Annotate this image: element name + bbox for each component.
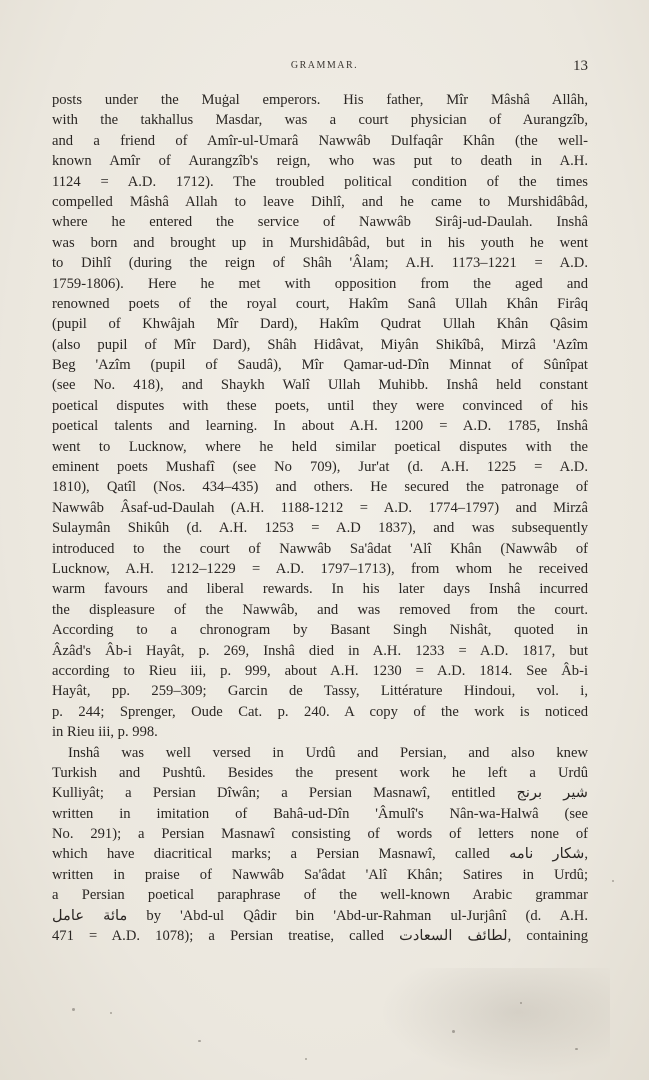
text-line: p. 244; Sprenger, Oude Cat. p. 240. A copy of the work is noticed	[52, 703, 588, 720]
text-line: warm favours and liberal rewards. In his later days Inshâ incurred	[52, 581, 588, 598]
text-line: eminent poets Mushafî (see No 709), Jur'at (d. A.H. 1225 = A.D.	[52, 459, 588, 476]
scan-speck	[452, 1030, 455, 1033]
text-line: introduced to the court of Nawwâb Sa'âdat 'Alî Khân (Nawwâb of	[52, 540, 588, 557]
text-line: Sulaymân Shikûh (d. A.H. 1253 = A.D 1837), and was subsequently	[52, 520, 588, 537]
scan-smudge	[380, 968, 610, 1078]
text-line: (also pupil of Mîr Dard), Shâh Hidâvat, Miyân Shikîbâ, Mirzâ 'Azîm	[52, 336, 588, 353]
text-line: in Rieu iii, p. 998.	[52, 724, 158, 741]
text-line: known Amîr of Aurangzîb's reign, who was put to death in A.H.	[52, 153, 588, 170]
text-line: Nawwâb Âsaf-ud-Daulah (A.H. 1188-1212 = A.D. 1774–1797) and Mirzâ	[52, 499, 588, 516]
body-text	[52, 90, 588, 946]
text-line: Âzâd's Âb-i Hayât, p. 269, Inshâ died in A.H. 1233 = A.D. 1817, but	[52, 642, 588, 659]
text-line: written in praise of Nawwâb Sa'âdat 'Alî Khân; Satires in Urdû;	[52, 866, 588, 883]
text-line: a Persian poetical paraphrase of the well-known Arabic grammar	[52, 887, 588, 904]
text-line: where he entered the service of Nawwâb Sirâj-ud-Daulah. Inshâ	[52, 214, 588, 231]
text-line: to Dihlî (during the reign of Shâh 'Âlam; A.H. 1173–1221 = A.D.	[52, 255, 588, 272]
text-line: Inshâ was well versed in Urdû and Persian, and also knew	[68, 744, 588, 761]
scan-speck	[305, 1058, 307, 1060]
text-line: went to Lucknow, where he held similar poetical disputes with the	[52, 438, 588, 455]
scan-speck	[612, 880, 614, 882]
scan-speck	[198, 1040, 201, 1042]
text-line: written in imitation of Bahâ-ud-Dîn 'Âmulî's Nân-wa-Halwâ (see	[52, 805, 588, 822]
text-line: compelled Mâshâ Allah to leave Dihlî, and he came to Murshidâbâd,	[52, 193, 588, 210]
text-line: Beg 'Azîm (pupil of Saudâ), Mîr Qamar-ud-Dîn Minnat of Sûnîpat	[52, 357, 588, 374]
text-line: 1124 = A.D. 1712). The troubled political condition of the times	[52, 173, 588, 190]
scan-speck	[72, 1008, 75, 1011]
text-line: poetical talents and learning. In about A.H. 1200 = A.D. 1785, Inshâ	[52, 418, 588, 435]
paragraph	[52, 90, 588, 743]
scan-speck	[110, 1012, 112, 1014]
text-line: 471 = A.D. 1078); a Persian treatise, called لطائف السعادت, containing	[52, 928, 588, 945]
text-line: Turkish and Pushtû. Besides the present work he left a Urdû	[52, 764, 588, 781]
running-head: GRAMMAR.	[290, 60, 359, 71]
text-line: with the takhallus Masdar, was a court physician of Aurangzîb,	[52, 112, 588, 129]
paragraph	[52, 743, 588, 947]
text-line: (see No. 418), and Shaykh Walî Ullah Muhibb. Inshâ held constant	[52, 377, 588, 394]
scan-speck	[520, 1002, 522, 1004]
text-line: poetical disputes with these poets, until they were convinced of his	[52, 397, 588, 414]
text-line: مائة عامل by 'Abd-ul Qâdir bin 'Abd-ur-Rahman ul-Jurjânî (d. A.H.	[52, 907, 588, 924]
text-line: was born and brought up in Murshidâbâd, but in his youth he went	[52, 234, 588, 251]
text-line: According to a chronogram by Basant Singh Nishât, quoted in	[52, 622, 588, 639]
text-line: according to Rieu iii, p. 999, about A.H. 1230 = A.D. 1814. See Âb-i	[52, 662, 588, 679]
text-line: and a friend of Amîr-ul-Umarâ Nawwâb Dulfaqâr Khân (the well-	[52, 132, 588, 149]
page-number: 13	[573, 58, 588, 74]
text-line: 1759-1806). Here he met with opposition from the aged and	[52, 275, 588, 292]
scan-speck	[575, 1048, 578, 1050]
page-header	[0, 58, 649, 80]
text-line: posts under the Muġal emperors. His father, Mîr Mâshâ Allâh,	[52, 92, 588, 108]
text-line: (pupil of Khwâjah Mîr Dard), Hakîm Qudrat Ullah Khân Qâsim	[52, 316, 588, 333]
text-line: which have diacritical marks; a Persian Masnawî, called شکار نامه,	[52, 846, 588, 863]
text-line: renowned poets of the royal court, Hakîm Sanâ Ullah Khân Firâq	[52, 295, 588, 312]
text-line: Kulliyât; a Persian Dîwân; a Persian Masnawî, entitled شیر برنج	[52, 785, 588, 802]
text-line: the displeasure of the Nawwâb, and was removed from the court.	[52, 601, 588, 618]
text-line: Hayât, pp. 259–309; Garcin de Tassy, Littérature Hindoui, vol. i,	[52, 683, 588, 700]
text-line: No. 291); a Persian Masnawî consisting of words of letters none of	[52, 826, 588, 843]
text-line: 1810), Qatîl (Nos. 434–435) and others. He secured the patronage of	[52, 479, 588, 496]
text-line: Lucknow, A.H. 1212–1229 = A.D. 1797–1713), from whom he received	[52, 560, 588, 577]
